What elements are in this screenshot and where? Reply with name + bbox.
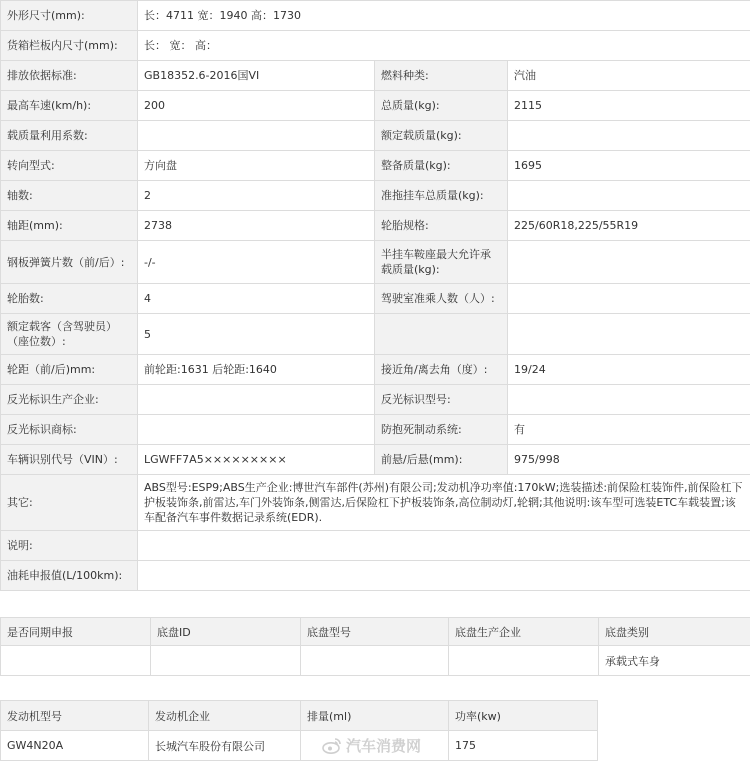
spec-label bbox=[375, 314, 508, 355]
spec-value: 2738 bbox=[138, 211, 375, 241]
spec-value: 225/60R18,225/55R19 bbox=[508, 211, 750, 241]
spec-value: 4 bbox=[138, 284, 375, 314]
spec-label: 反光标识生产企业: bbox=[1, 385, 138, 415]
spec-row bbox=[1, 151, 750, 181]
engine-header-cell: 发动机型号 bbox=[1, 701, 149, 731]
spec-label: 接近角/离去角（度）: bbox=[375, 355, 508, 385]
spec-value: -/- bbox=[138, 241, 375, 284]
spec-value bbox=[508, 284, 750, 314]
spec-label: 驾驶室准乘人数（人）: bbox=[375, 284, 508, 314]
engine-value-cell: GW4N20A bbox=[1, 731, 149, 761]
spec-row bbox=[1, 284, 750, 314]
chassis-value-cell bbox=[151, 646, 301, 676]
spec-value: LGWFF7A5××××××××× bbox=[138, 445, 375, 475]
engine-header-cell: 功率(kw) bbox=[449, 701, 598, 731]
spec-value: 975/998 bbox=[508, 445, 750, 475]
spec-row bbox=[1, 355, 750, 385]
spec-row bbox=[1, 314, 750, 355]
spec-value: 200 bbox=[138, 91, 375, 121]
chassis-header-cell: 是否同期申报 bbox=[1, 618, 151, 646]
spec-row bbox=[1, 241, 750, 284]
spec-label: 轴距(mm): bbox=[1, 211, 138, 241]
spec-label: 轴数: bbox=[1, 181, 138, 211]
spec-label: 反光标识型号: bbox=[375, 385, 508, 415]
chassis-header-cell: 底盘ID bbox=[151, 618, 301, 646]
spec-value: 19/24 bbox=[508, 355, 750, 385]
chassis-value-cell bbox=[301, 646, 449, 676]
spec-row bbox=[1, 415, 750, 445]
spec-row bbox=[1, 181, 750, 211]
spec-label: 外形尺寸(mm): bbox=[1, 1, 138, 31]
spec-row bbox=[1, 31, 750, 61]
spec-label: 排放依据标准: bbox=[1, 61, 138, 91]
spec-row bbox=[1, 475, 750, 531]
spec-value: 2115 bbox=[508, 91, 750, 121]
spec-label: 车辆识别代号（VIN）: bbox=[1, 445, 138, 475]
spec-row bbox=[1, 211, 750, 241]
spec-label: 额定载质量(kg): bbox=[375, 121, 508, 151]
spec-value bbox=[508, 241, 750, 284]
engine-table bbox=[0, 700, 598, 761]
spec-value bbox=[508, 181, 750, 211]
spec-label: 整备质量(kg): bbox=[375, 151, 508, 181]
spec-label: 半挂车鞍座最大允许承载质量(kg): bbox=[375, 241, 508, 284]
spec-value: 1695 bbox=[508, 151, 750, 181]
spec-value bbox=[138, 531, 750, 561]
spec-value bbox=[138, 385, 375, 415]
spec-label: 反光标识商标: bbox=[1, 415, 138, 445]
spec-value: 长： 宽： 高： bbox=[138, 31, 750, 61]
chassis-header-cell: 底盘型号 bbox=[301, 618, 449, 646]
spec-row bbox=[1, 121, 750, 151]
engine-value-cell: 175 bbox=[449, 731, 598, 761]
spec-value: 汽油 bbox=[508, 61, 750, 91]
spec-label: 准拖挂车总质量(kg): bbox=[375, 181, 508, 211]
spec-label: 轮胎规格: bbox=[375, 211, 508, 241]
spec-row bbox=[1, 561, 750, 591]
spec-row bbox=[1, 445, 750, 475]
spec-label: 转向型式: bbox=[1, 151, 138, 181]
spec-value: 前轮距:1631 后轮距:1640 bbox=[138, 355, 375, 385]
spec-row bbox=[1, 385, 750, 415]
spec-value bbox=[138, 121, 375, 151]
chassis-value-cell bbox=[1, 646, 151, 676]
spec-label: 说明: bbox=[1, 531, 138, 561]
chassis-header-cell: 底盘生产企业 bbox=[449, 618, 599, 646]
spec-value: 方向盘 bbox=[138, 151, 375, 181]
spec-value: 5 bbox=[138, 314, 375, 355]
spec-value bbox=[508, 314, 750, 355]
spec-label: 钢板弹簧片数（前/后）: bbox=[1, 241, 138, 284]
chassis-value-cell: 承载式车身 bbox=[599, 646, 750, 676]
spec-value: GB18352.6-2016国VI bbox=[138, 61, 375, 91]
chassis-value-cell bbox=[449, 646, 599, 676]
spec-value bbox=[508, 121, 750, 151]
spec-value bbox=[138, 561, 750, 591]
spec-value: 有 bbox=[508, 415, 750, 445]
spec-row bbox=[1, 61, 750, 91]
engine-value-cell bbox=[301, 731, 449, 761]
engine-header-cell: 发动机企业 bbox=[149, 701, 301, 731]
spec-label: 轮距（前/后)mm: bbox=[1, 355, 138, 385]
spec-label: 额定载客（含驾驶员）（座位数）: bbox=[1, 314, 138, 355]
chassis-header-cell: 底盘类别 bbox=[599, 618, 750, 646]
watermark-text: 汽车消费网 bbox=[346, 736, 422, 755]
spec-label: 燃料种类: bbox=[375, 61, 508, 91]
spec-label: 轮胎数: bbox=[1, 284, 138, 314]
spec-label: 最高车速(km/h): bbox=[1, 91, 138, 121]
spec-row bbox=[1, 531, 750, 561]
spec-label: 防抱死制动系统: bbox=[375, 415, 508, 445]
spec-label: 载质量利用系数: bbox=[1, 121, 138, 151]
spec-row bbox=[1, 91, 750, 121]
engine-value-cell: 长城汽车股份有限公司 bbox=[149, 731, 301, 761]
spec-value bbox=[138, 415, 375, 445]
engine-header-cell: 排量(ml) bbox=[301, 701, 449, 731]
spec-value: 2 bbox=[138, 181, 375, 211]
spec-label: 总质量(kg): bbox=[375, 91, 508, 121]
spec-value: 长：4711 宽：1940 高：1730 bbox=[138, 1, 750, 31]
spec-label: 油耗申报值(L/100km): bbox=[1, 561, 138, 591]
spec-label: 货箱栏板内尺寸(mm): bbox=[1, 31, 138, 61]
chassis-table bbox=[0, 617, 750, 676]
spec-label: 前悬/后悬(mm): bbox=[375, 445, 508, 475]
spec-value: ABS型号:ESP9;ABS生产企业:博世汽车部件(苏州)有限公司;发动机净功率值:170kW;选装描述:前保险杠装饰件,前保险杠下护板装饰条,前雷达,车门外装饰条,侧雷达,后保险杠下护板装饰条,高位制动灯,轮辋;其他说明:该车型可选装ETC车载装置;该车配备汽车事件数据记录系统(EDR). bbox=[138, 475, 750, 531]
spec-value bbox=[508, 385, 750, 415]
spec-label: 其它: bbox=[1, 475, 138, 531]
spec-row bbox=[1, 1, 750, 31]
